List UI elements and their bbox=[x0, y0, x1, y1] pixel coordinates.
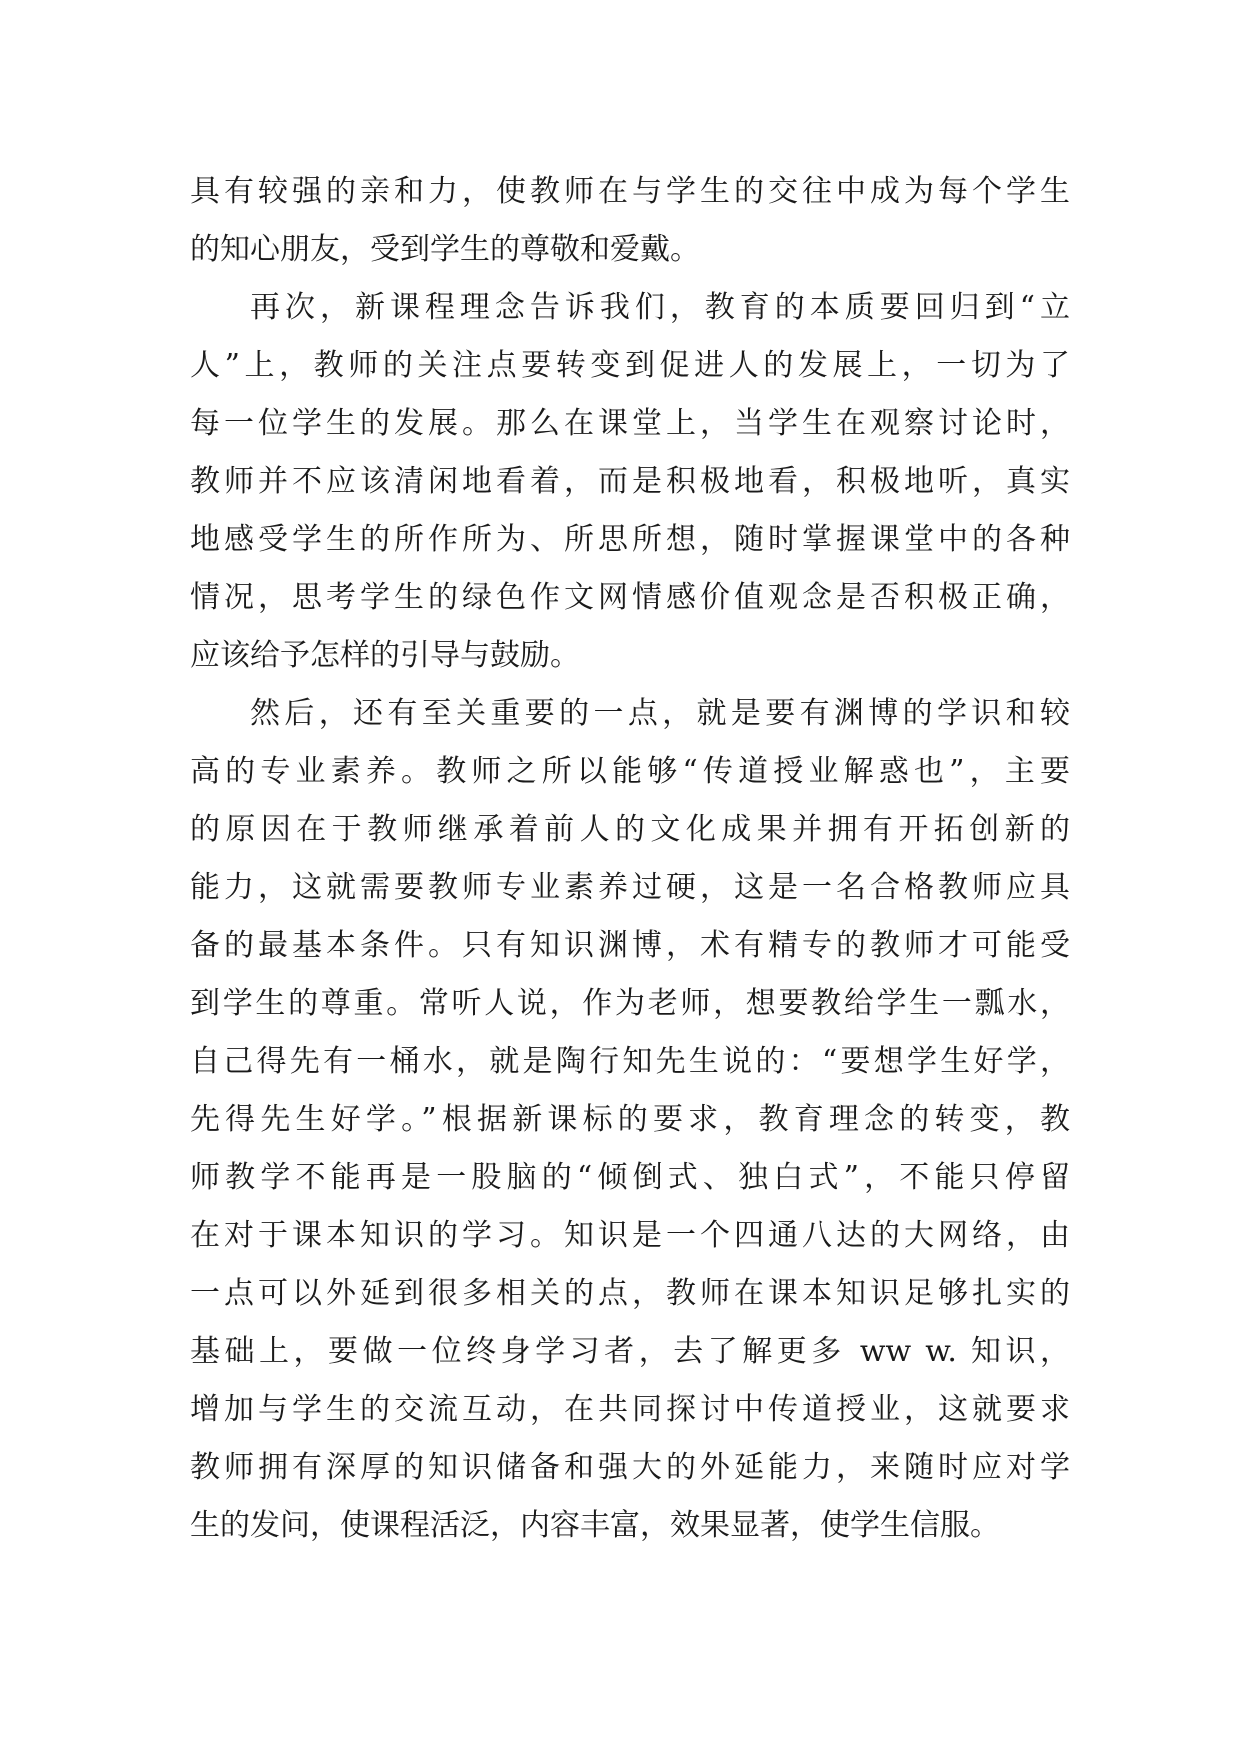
text-line: 的知心朋友，受到学生的尊敬和爱戴。 bbox=[190, 232, 700, 267]
paragraph bbox=[190, 163, 1070, 279]
text-line: 情况，思考学生的绿色作文网情感价值观念是否积极正确， bbox=[190, 580, 1070, 615]
text-line: 的原因在于教师继承着前人的文化成果并拥有开拓创新的 bbox=[190, 812, 1070, 847]
text-line: 地感受学生的所作所为、所思所想，随时掌握课堂中的各种 bbox=[190, 522, 1070, 557]
text-line: 高的专业素养。教师之所以能够“传道授业解惑也”，主要 bbox=[190, 754, 1070, 789]
text-line: 基础上，要做一位终身学习者，去了解更多 ww w. 知识， bbox=[190, 1334, 1070, 1369]
text-line: 能力，这就需要教师专业素养过硬，这是一名合格教师应具 bbox=[190, 870, 1070, 905]
text-line: 生的发问，使课程活泛，内容丰富，效果显著，使学生信服。 bbox=[190, 1508, 1000, 1543]
text-line: 每一位学生的发展。那么在课堂上，当学生在观察讨论时， bbox=[190, 406, 1070, 441]
text-line: 应该给予怎样的引导与鼓励。 bbox=[190, 638, 580, 673]
document-body bbox=[190, 163, 1070, 1555]
text-line: 在对于课本知识的学习。知识是一个四通八达的大网络，由 bbox=[190, 1218, 1070, 1253]
text-line: 增加与学生的交流互动，在共同探讨中传道授业，这就要求 bbox=[190, 1392, 1070, 1427]
text-line: 师教学不能再是一股脑的“倾倒式、独白式”，不能只停留 bbox=[190, 1160, 1070, 1195]
text-line: 人”上，教师的关注点要转变到促进人的发展上，一切为了 bbox=[190, 348, 1070, 383]
text-line: 备的最基本条件。只有知识渊博，术有精专的教师才可能受 bbox=[190, 928, 1070, 963]
text-line: 教师拥有深厚的知识储备和强大的外延能力，来随时应对学 bbox=[190, 1450, 1070, 1485]
text-line: 自己得先有一桶水，就是陶行知先生说的：“要想学生好学， bbox=[190, 1044, 1070, 1079]
text-line: 先得先生好学。”根据新课标的要求，教育理念的转变，教 bbox=[190, 1102, 1070, 1137]
text-line: 教师并不应该清闲地看着，而是积极地看，积极地听，真实 bbox=[190, 464, 1070, 499]
paragraph bbox=[190, 685, 1070, 1555]
text-line: 一点可以外延到很多相关的点，教师在课本知识足够扎实的 bbox=[190, 1276, 1070, 1311]
text-line: 然后，还有至关重要的一点，就是要有渊博的学识和较 bbox=[250, 696, 1070, 731]
text-line: 具有较强的亲和力，使教师在与学生的交往中成为每个学生 bbox=[190, 174, 1070, 209]
text-line: 到学生的尊重。常听人说，作为老师，想要教给学生一瓢水， bbox=[190, 986, 1070, 1021]
paragraph bbox=[190, 279, 1070, 685]
text-line: 再次，新课程理念告诉我们，教育的本质要回归到“立 bbox=[250, 290, 1070, 325]
